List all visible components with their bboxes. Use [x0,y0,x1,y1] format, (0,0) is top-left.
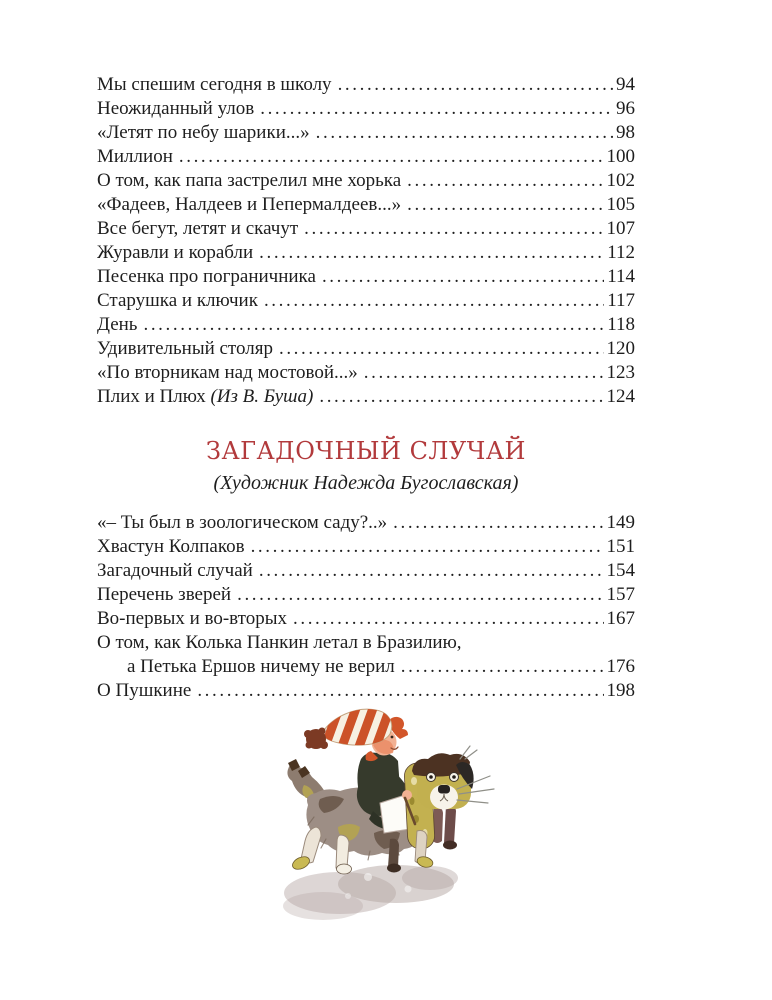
dot-leader [260,97,613,121]
toc-entry [97,385,635,409]
toc-entry [97,217,635,241]
toc-entry-page: 100 [606,146,635,167]
section-heading: ЗАГАДОЧНЫЙ СЛУЧАЙ [206,437,526,465]
toc-entry-page: 117 [607,290,635,311]
toc-entry [97,583,635,607]
toc-entry-title: О Пушкине [97,680,192,701]
toc-entry [97,169,635,193]
dot-leader [237,583,603,607]
toc-entry-title: Песенка про пограничника [97,266,316,287]
dot-leader [407,169,603,193]
toc-entry-page: 105 [606,194,635,215]
toc-entry [97,121,635,145]
dot-leader [338,73,613,97]
dot-leader [264,289,604,313]
toc-entry [97,361,635,385]
dot-leader [407,193,603,217]
dot-leader [259,241,604,265]
toc-entry-title-text: Плих и Плюх [97,386,211,407]
boy-riding-cat-illustration [278,701,518,931]
boy-eye [391,736,394,739]
toc-entry [97,289,635,313]
toc-entry-title: О том, как папа застрелил мне хорька [97,170,402,191]
toc-entry-page: 96 [616,98,635,119]
dot-leader [322,265,604,289]
toc-entry-page: 94 [616,74,635,95]
toc-entry [97,97,635,121]
dot-leader [251,535,604,559]
toc-entry-page: 112 [607,242,635,263]
toc-entry [97,73,635,97]
cat-head [412,746,494,810]
toc-entry-title: О том, как Колька Панкин летал в Бразилию, [97,632,462,653]
toc-entry-page: 167 [606,608,635,629]
toc-entry [97,193,635,217]
toc-entry [97,265,635,289]
toc-entry [97,535,635,559]
toc-list-part2 [97,511,635,703]
toc-entry-page: 98 [616,122,635,143]
dot-leader [259,559,604,583]
toc-entry-page: 102 [606,170,635,191]
toc-entry-title: День [97,314,138,335]
toc-entry-page: 120 [606,338,635,359]
toc-entry-title: Хвастун Колпаков [97,536,245,557]
cat-far-legs [433,805,457,850]
toc-entry-title-continued: а Петька Ершов ничему не верил [127,656,395,677]
toc-entry-page: 176 [606,656,635,677]
toc-entry-page: 123 [606,362,635,383]
toc-entry-line2 [97,655,635,679]
toc-list-part1 [97,73,635,409]
dot-leader [316,121,613,145]
dot-leader [304,217,603,241]
toc-entry-page: 114 [607,266,635,287]
dot-leader [393,511,603,535]
toc-entry-title: Миллион [97,146,173,167]
toc-entry-title [97,385,313,409]
toc-entry-page: 154 [606,560,635,581]
toc-entry-page: 149 [606,512,635,533]
toc-entry-page: 107 [606,218,635,239]
toc-entry [97,313,635,337]
toc-entry [97,511,635,535]
toc-entry-title: Удивительный столяр [97,338,273,359]
toc-entry-title: Старушка и ключик [97,290,258,311]
toc-entry-page: 157 [606,584,635,605]
dot-leader [401,655,604,679]
toc-entry-title: Все бегут, летят и скачут [97,218,299,239]
toc-entry-title: Неожиданный улов [97,98,255,119]
dot-leader [364,361,604,385]
toc-entry-title-italic: (Из В. Буша) [210,386,314,407]
toc-entry-line1 [97,631,635,655]
toc-entry [97,679,635,703]
section-subtitle: (Художник Надежда Бугославская) [213,472,519,494]
toc-entry [97,241,635,265]
toc-entry-page: 124 [606,386,635,407]
toc-entry-title: «Фадеев, Налдеев и Пепермалдеев...» [97,194,402,215]
toc-entry-title: Мы спешим сегодня в школу [97,74,332,95]
toc-entry [97,337,635,361]
toc-entry-title: «По вторникам над мостовой...» [97,362,358,383]
dot-leader [143,313,604,337]
toc-entry [97,559,635,583]
dot-leader [179,145,604,169]
toc-content-column [97,73,635,703]
toc-entry-title: Во-первых и во-вторых [97,608,287,629]
toc-entry [97,607,635,631]
toc-entry-page: 198 [606,680,635,701]
toc-entry-title: Перечень зверей [97,584,232,605]
ground-shadow [283,865,458,920]
cap-pompom [304,728,328,750]
toc-entry-title: Журавли и корабли [97,242,254,263]
toc-entry-title: «Летят по небу шарики...» [97,122,310,143]
dot-leader [319,385,603,409]
dot-leader [293,607,604,631]
toc-entry-title: Загадочный случай [97,560,253,581]
toc-entry-title: «– Ты был в зоологическом саду?..» [97,512,388,533]
dot-leader [197,679,603,703]
toc-entry-page: 118 [607,314,635,335]
toc-entry-page: 151 [606,536,635,557]
toc-entry [97,145,635,169]
dot-leader [279,337,604,361]
